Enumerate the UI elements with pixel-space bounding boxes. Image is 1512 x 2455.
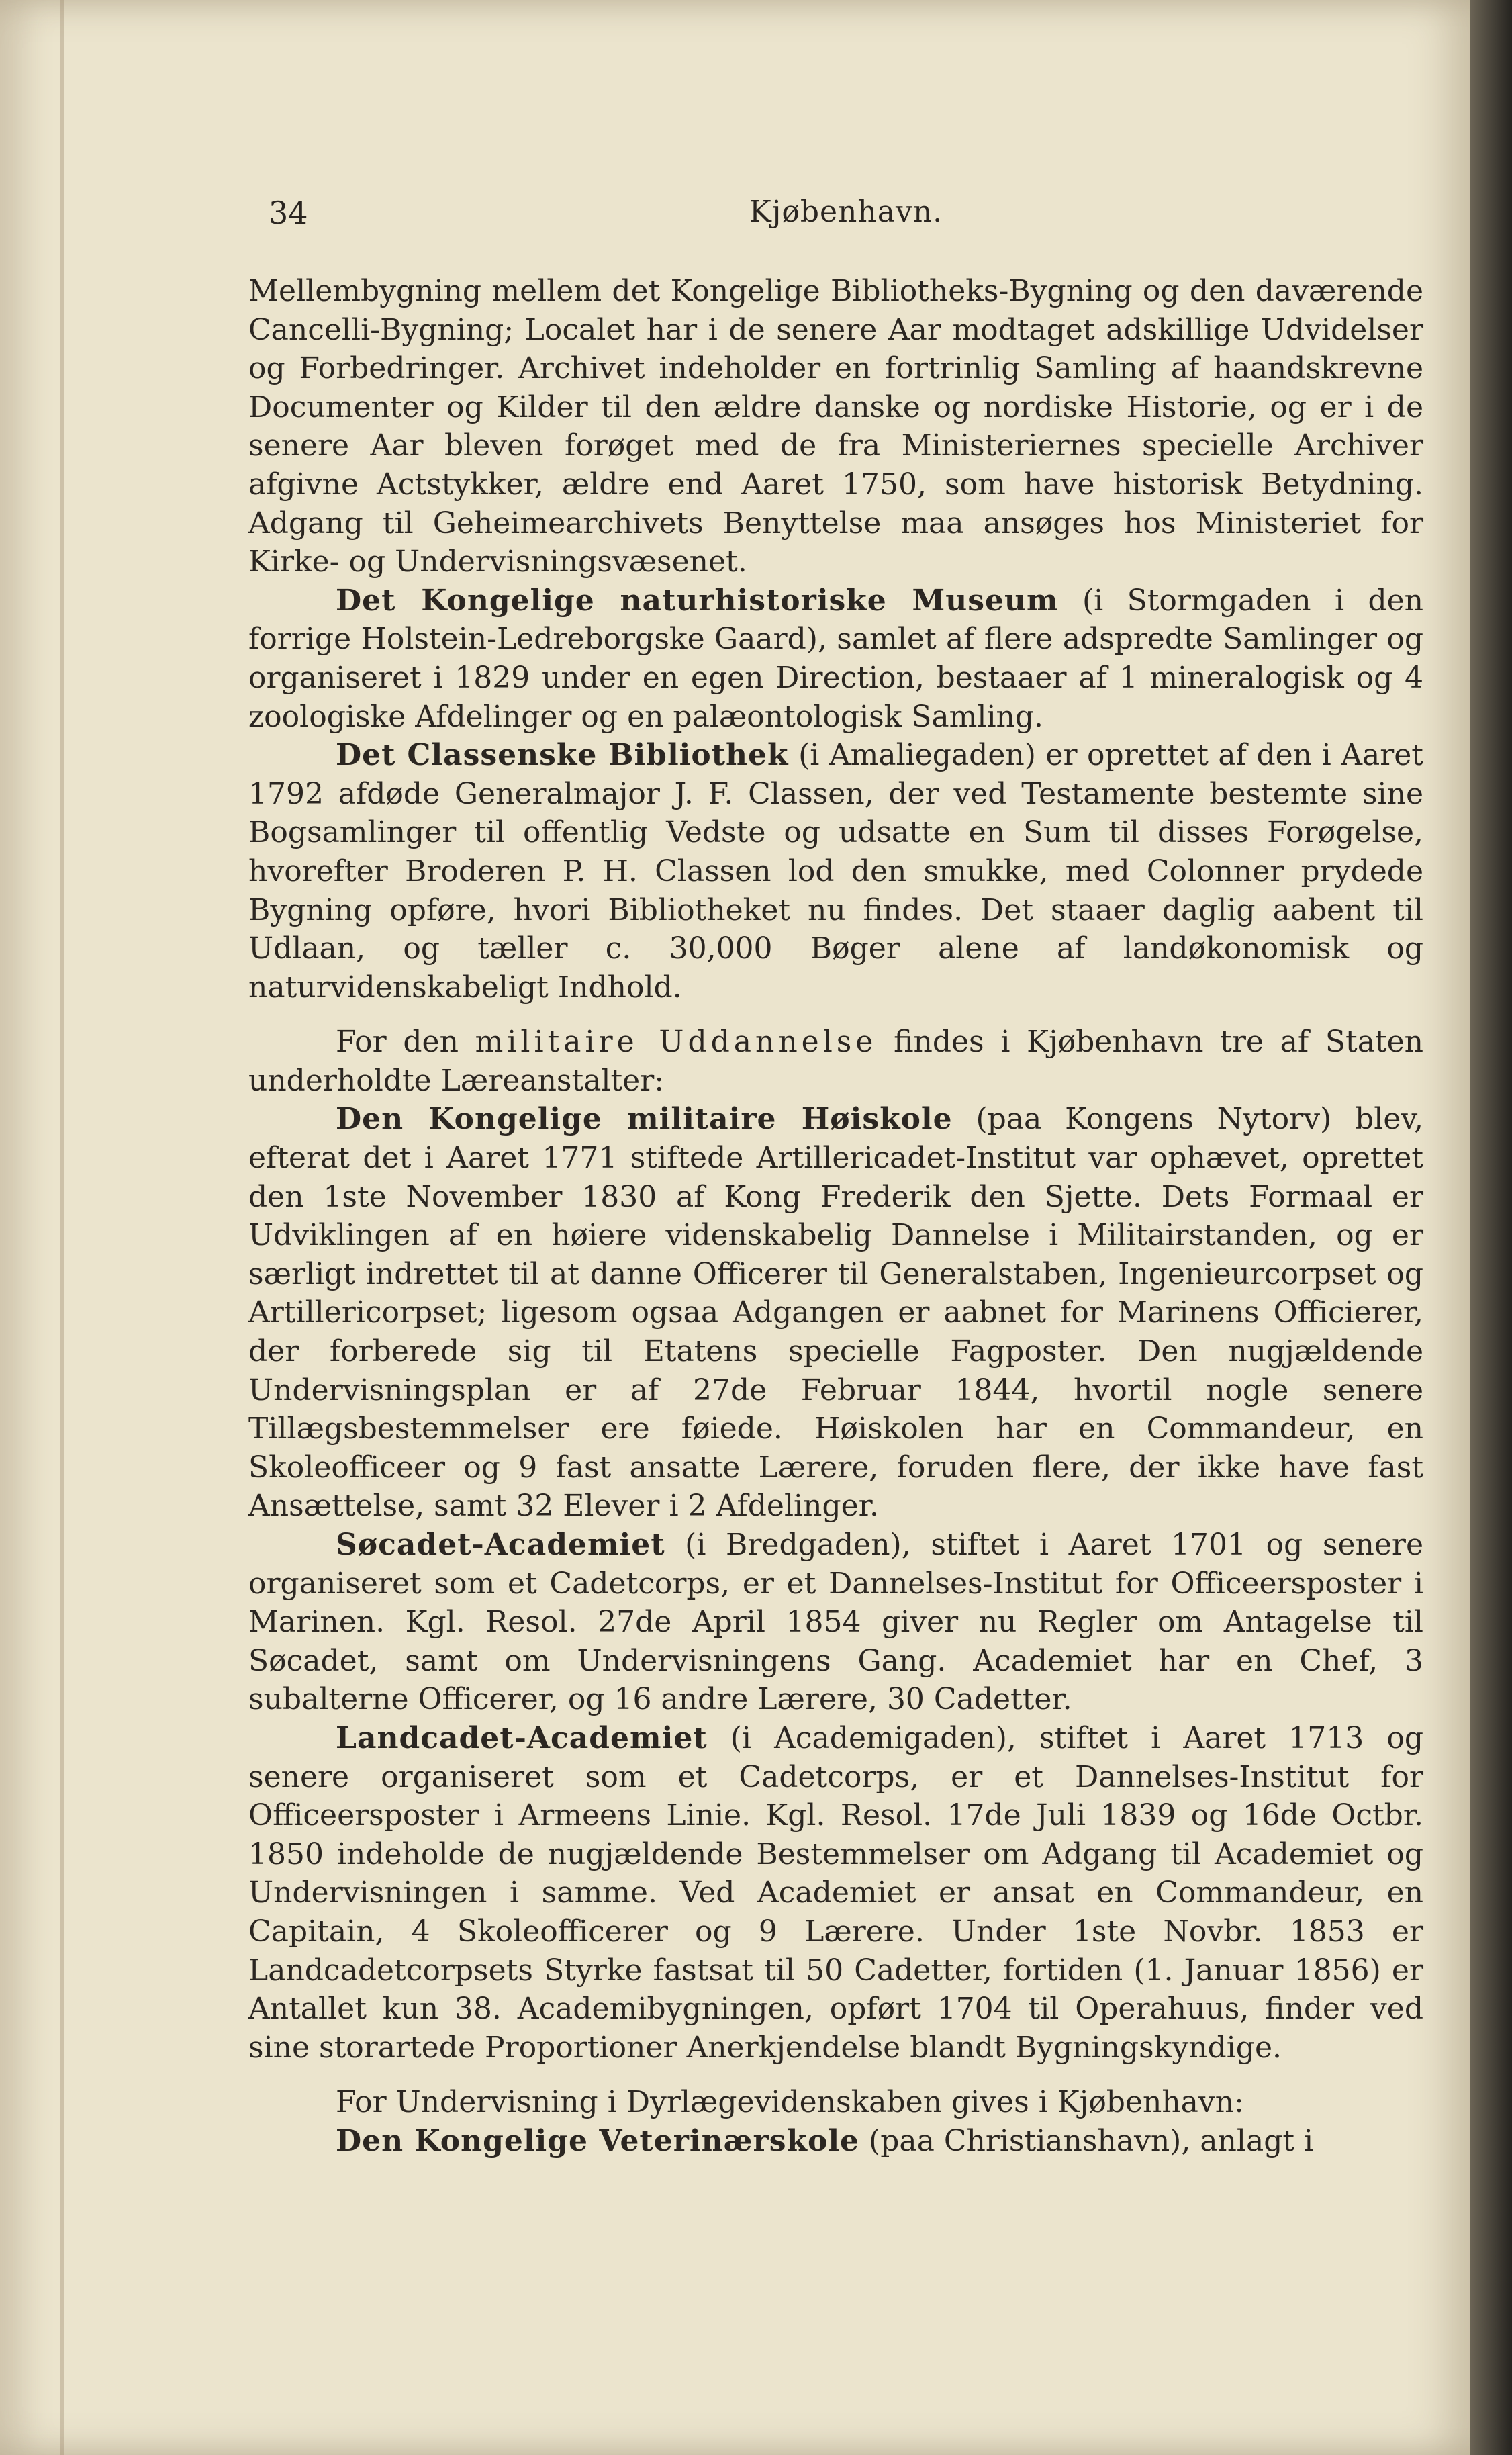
paragraph-heading: Søcadet-Academiet: [336, 1528, 665, 1562]
binding-shadow: [1470, 0, 1512, 2455]
paragraph-heading: Landcadet-Academiet: [336, 1720, 708, 1755]
paragraph-military-intro: [248, 1023, 1423, 1100]
paragraph-natural-history-museum: [248, 582, 1423, 736]
running-head: Kjøbenhavn.: [749, 195, 943, 229]
paragraph-military-college: [248, 1100, 1423, 1526]
paragraph-text: Mellembygning mellem det Kongelige Bibliotheks-Bygning og den daværende Cancelli-Bygning; Localet har i de senere Aar modtaget adskillige Udvidelser og Forbedringer. Archivet indeholder en fortrinlig Samling af haandskrevne Documenter og Kilder til den ældre danske og nordiske Historie, og er i de senere Aar bleven forøget med de fra Ministeriernes specielle Archiver afgivne Actstykker, ældre end Aaret 1750, som have historisk Betydning. Adgang til Geheimearchivets Benyttelse maa ansøges hos Ministeriet for Kirke- og Undervisningsvæsenet.: [248, 274, 1423, 580]
page-number: 34: [269, 195, 308, 231]
page-gutter: [60, 0, 64, 2455]
paragraph-text: (i Amaliegaden) er oprettet af den i Aaret 1792 afdøde Generalmajor J. F. Classen, der ved Testamente bestemte sine Bogsamlinger til offentlig Vedste og udsatte en Sum til disses Forøgelse, hvorefter Broderen P. H. Classen lod den smukke, med Colonner prydede Bygning opføre, hvori Bibliotheket nu findes. Det staaer daglig aabent til Udlaan, og tæller c. 30,000 Bøger alene af landøkonomisk og naturvidenskabeligt Indhold.: [248, 738, 1423, 1005]
paragraph-naval-academy: [248, 1526, 1423, 1719]
paragraph-text: For Undervisning i Dyrlægevidenskaben gives i Kjøbenhavn:: [336, 2085, 1244, 2120]
page-header: [269, 195, 1423, 248]
paragraph-veterinary-intro: [248, 2083, 1423, 2122]
paragraph-text: (i Stormgaden i den forrige Holstein-Ledreborgske Gaard), samlet af flere adspredte Samlinger og organiseret i 1829 under en egen Direction, bestaaer af 1 mineralogisk og 4 zoologiske Afdelinger og en palæontologisk Samling.: [248, 583, 1424, 734]
paragraph-text: (paa Kongens Nytorv) blev, efterat det i Aaret 1771 stiftede Artillericadet-Institut var ophævet, oprettet den 1ste November 1830 af Kong Frederik den Sjette. Dets Formaal er Udviklingen af en høiere videnskabelig Dannelse i Militairstanden, og er særligt indrettet til at danne Officerer til Generalstaben, Ingenieurcorpset og Artillericorpset; ligesom ogsaa Adgangen er aabnet for Marinens Officierer, der forberede sig til Etatens specielle Fagposter. Den nugjældende Undervisningsplan er af 27de Februar 1844, hvortil nogle senere Tillægsbestemmelser ere føiede. Høiskolen har en Commandeur, en Skoleofficeer og 9 fast ansatte Lærere, foruden flere, der ikke have fast Ansættelse, samt 32 Elever i 2 Afdelinger.: [248, 1102, 1423, 1524]
paragraph-heading: Det Classenske Bibliothek: [336, 738, 789, 773]
paragraph-heading: Den Kongelige militaire Høiskole: [336, 1102, 953, 1137]
paragraph-land-cadet-academy: [248, 1719, 1423, 2067]
paragraph-text: (paa Christianshavn), anlagt i: [859, 2123, 1314, 2158]
paragraph-archive: [248, 272, 1423, 582]
paragraph-heading: Det Kongelige naturhistoriske Museum: [336, 583, 1059, 618]
paragraph-text: (i Academigaden), stiftet i Aaret 1713 og senere organiseret som et Cadetcorps, er et Dannelses-Institut for Officeersposter i Armeens Linie. Kgl. Resol. 17de Juli 1839 og 16de Octbr. 1850 indeholde de nugjældende Bestemmelser om Adgang til Academiet og Undervisningen i samme. Ved Academiet er ansat en Commandeur, en Capitain, 4 Skoleofficerer og 9 Lærere. Under 1ste Novbr. 1853 er Landcadetcorpsets Styrke fastsat til 50 Cadetter, fortiden (1. Januar 1856) er Antallet kun 38. Academibygningen, opført 1704 til Operahuus, finder ved sine storartede Proportioner Anerkjendelse blandt Bygningskyndige.: [248, 1720, 1423, 2065]
paragraph-text: (i Bredgaden), stiftet i Aaret 1701 og senere organiseret som et Cadetcorps, er et Dannelses-Institut for Officeersposter i Marinen. Kgl. Resol. 27de April 1854 giver nu Regler om Antagelse til Søcadet, samt om Undervisningens Gang. Academiet har en Chef, 3 subalterne Officerer, og 16 andre Lærere, 30 Cadetter.: [248, 1528, 1423, 1717]
paragraph-text: findes i Kjøbenhavn tre af Staten underholdte Læreanstalter:: [248, 1025, 1423, 1098]
paragraph-heading: Den Kongelige Veterinærskole: [336, 2123, 860, 2158]
body-text: [248, 272, 1423, 2161]
paragraph-classen-library: [248, 736, 1423, 1007]
paragraph-emphasis: militaire Uddannelse: [475, 1025, 878, 1060]
paragraph-text: For den: [336, 1025, 475, 1060]
paragraph-veterinary-school: [248, 2122, 1423, 2161]
